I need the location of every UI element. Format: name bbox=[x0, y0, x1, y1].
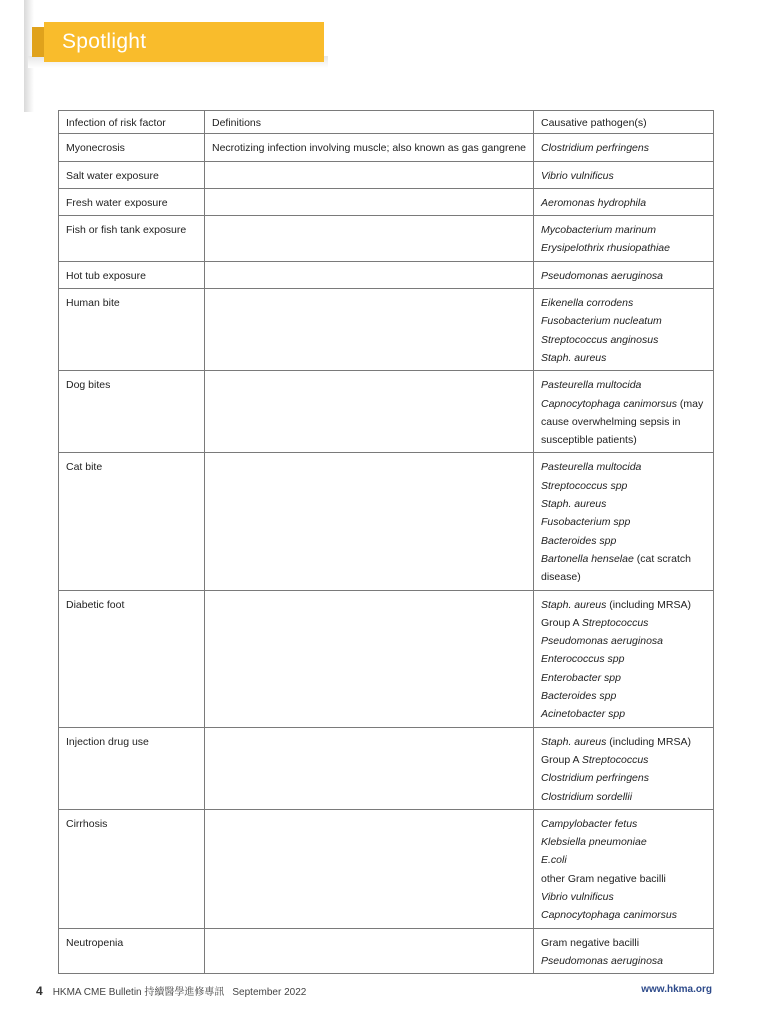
table-header-row bbox=[59, 111, 714, 134]
definition-cell bbox=[205, 161, 534, 188]
pathogen-line bbox=[541, 221, 706, 239]
table-row bbox=[59, 928, 714, 974]
pathogen-cell bbox=[534, 590, 714, 727]
risk-factor-cell: Cirrhosis bbox=[59, 809, 205, 928]
pathogen-name: Bartonella henselae bbox=[541, 552, 634, 565]
definition-cell bbox=[205, 261, 534, 288]
pathogen-cell bbox=[534, 161, 714, 188]
pathogen-name: Enterococcus spp bbox=[541, 653, 625, 666]
pathogen-note: susceptible patients) bbox=[541, 434, 637, 447]
pathogen-line bbox=[541, 833, 706, 851]
pathogen-note: Group A bbox=[541, 616, 582, 629]
pathogen-line bbox=[541, 139, 706, 157]
risk-factor-cell: Injection drug use bbox=[59, 727, 205, 809]
pathogen-name: Capnocytophaga canimorsus bbox=[541, 909, 677, 922]
table-row bbox=[59, 134, 714, 161]
risk-factor-cell: Salt water exposure bbox=[59, 161, 205, 188]
definition-cell bbox=[205, 453, 534, 590]
pathogen-line bbox=[541, 733, 706, 751]
pathogen-cell bbox=[534, 289, 714, 371]
pathogen-name: Capnocytophaga canimorsus bbox=[541, 397, 677, 410]
pathogen-line bbox=[541, 239, 706, 257]
pathogen-name: Streptococcus anginosus bbox=[541, 333, 659, 346]
table-row bbox=[59, 453, 714, 590]
pathogen-name: Acinetobacter spp bbox=[541, 708, 626, 721]
pathogen-name: Staph. aureus bbox=[541, 498, 607, 511]
pathogen-line bbox=[541, 167, 706, 185]
pathogen-line bbox=[541, 513, 706, 531]
pathogen-name: Clostridium perfringens bbox=[541, 142, 649, 155]
pathogen-name: Clostridium perfringens bbox=[541, 772, 649, 785]
pathogen-name: Streptococcus spp bbox=[541, 479, 628, 492]
pathogen-note: (including MRSA) bbox=[606, 598, 692, 611]
definition-cell bbox=[205, 809, 534, 928]
pathogen-line bbox=[541, 815, 706, 833]
pathogen-line bbox=[541, 550, 706, 568]
pathogen-cell bbox=[534, 453, 714, 590]
table-row bbox=[59, 261, 714, 288]
pathogen-line bbox=[541, 532, 706, 550]
banner-tab bbox=[32, 27, 44, 57]
pathogen-cell bbox=[534, 134, 714, 161]
pathogen-line bbox=[541, 632, 706, 650]
pathogen-note: Gram negative bacilli bbox=[541, 936, 640, 949]
pathogen-note: other Gram negative bacilli bbox=[541, 872, 666, 885]
pathogen-name: Pseudomonas aeruginosa bbox=[541, 269, 664, 282]
pathogen-note: (may bbox=[677, 397, 704, 410]
pathogen-name: Vibrio vulnificus bbox=[541, 890, 614, 903]
publication-name: HKMA CME Bulletin 持續醫學進修專訊 bbox=[52, 987, 225, 998]
table-row bbox=[59, 216, 714, 262]
pathogen-name: Erysipelothrix rhusiopathiae bbox=[541, 242, 670, 255]
pathogen-line bbox=[541, 669, 706, 687]
pathogen-note: Group A bbox=[541, 753, 582, 766]
definition-cell: Necrotizing infection involving muscle; also known as gas gangrene bbox=[205, 134, 534, 161]
pathogen-name: Mycobacterium marinum bbox=[541, 224, 656, 237]
pathogen-name: Streptococcus bbox=[581, 616, 649, 629]
pathogen-line bbox=[541, 331, 706, 349]
pathogen-line bbox=[541, 312, 706, 330]
pathogen-cell bbox=[534, 809, 714, 928]
pathogen-note: cause overwhelming sepsis in bbox=[541, 415, 681, 428]
pathogen-line bbox=[541, 650, 706, 668]
pathogen-note: (including MRSA) bbox=[606, 735, 692, 748]
header-infection-risk-factor: Infection of risk factor bbox=[59, 111, 205, 134]
section-title: Spotlight bbox=[62, 30, 147, 53]
pathogen-name: Bacteroides spp bbox=[541, 690, 617, 703]
pathogen-line bbox=[541, 687, 706, 705]
pathogen-line bbox=[541, 267, 706, 285]
risk-factor-cell: Hot tub exposure bbox=[59, 261, 205, 288]
pathogen-line bbox=[541, 788, 706, 806]
risk-factor-cell: Human bite bbox=[59, 289, 205, 371]
definition-cell bbox=[205, 928, 534, 974]
pathogen-name: Staph. aureus bbox=[541, 351, 607, 364]
pathogen-cell bbox=[534, 727, 714, 809]
pathogen-cell bbox=[534, 261, 714, 288]
table-row bbox=[59, 289, 714, 371]
risk-factor-cell: Neutropenia bbox=[59, 928, 205, 974]
definition-cell bbox=[205, 216, 534, 262]
table-row bbox=[59, 371, 714, 453]
pathogen-name: Pseudomonas aeruginosa bbox=[541, 635, 664, 648]
pathogen-note: disease) bbox=[541, 571, 581, 584]
pathogen-line bbox=[541, 431, 706, 449]
pathogen-name: Streptococcus bbox=[581, 753, 649, 766]
header-causative-pathogens: Causative pathogen(s) bbox=[534, 111, 714, 134]
pathogen-note: (cat scratch bbox=[633, 552, 692, 565]
pathogen-name: Eikenella corrodens bbox=[541, 297, 634, 310]
table-row bbox=[59, 161, 714, 188]
pathogen-name: Campylobacter fetus bbox=[541, 817, 638, 830]
issue-date: September 2022 bbox=[232, 987, 307, 998]
pathogen-line bbox=[541, 769, 706, 787]
definition-cell bbox=[205, 188, 534, 215]
pathogen-line bbox=[541, 413, 706, 431]
risk-factor-cell: Dog bites bbox=[59, 371, 205, 453]
pathogen-cell bbox=[534, 216, 714, 262]
table-body bbox=[59, 134, 714, 974]
pathogen-name: Enterobacter spp bbox=[541, 671, 621, 684]
website-link[interactable]: www.hkma.org bbox=[641, 984, 712, 995]
definition-cell bbox=[205, 590, 534, 727]
pathogen-line bbox=[541, 705, 706, 723]
pathogen-line bbox=[541, 458, 706, 476]
definition-cell bbox=[205, 727, 534, 809]
risk-factor-cell: Cat bite bbox=[59, 453, 205, 590]
pathogen-line bbox=[541, 596, 706, 614]
pathogen-name: Staph. aureus bbox=[541, 735, 607, 748]
pathogen-line bbox=[541, 395, 706, 413]
pathogen-line bbox=[541, 952, 706, 970]
pathogen-cell bbox=[534, 928, 714, 974]
pathogen-name: Pasteurella multocida bbox=[541, 461, 642, 474]
risk-factor-cell: Fish or fish tank exposure bbox=[59, 216, 205, 262]
pathogen-table bbox=[58, 110, 714, 974]
pathogen-name: Vibrio vulnificus bbox=[541, 169, 614, 182]
pathogen-cell bbox=[534, 371, 714, 453]
header-definitions: Definitions bbox=[205, 111, 534, 134]
risk-factor-cell: Myonecrosis bbox=[59, 134, 205, 161]
pathogen-name: Aeromonas hydrophila bbox=[541, 196, 647, 209]
table-row bbox=[59, 809, 714, 928]
pathogen-name: Pseudomonas aeruginosa bbox=[541, 954, 664, 967]
risk-factor-cell: Fresh water exposure bbox=[59, 188, 205, 215]
pathogen-name: Fusobacterium nucleatum bbox=[541, 315, 662, 328]
pathogen-name: Clostridium sordellii bbox=[541, 790, 633, 803]
pathogen-line bbox=[541, 294, 706, 312]
pathogen-line bbox=[541, 751, 706, 769]
pathogen-name: Bacteroides spp bbox=[541, 534, 617, 547]
table-row bbox=[59, 188, 714, 215]
page-number: 4 bbox=[36, 984, 43, 998]
pathogen-name: Fusobacterium spp bbox=[541, 516, 631, 529]
pathogen-line bbox=[541, 568, 706, 586]
definition-cell bbox=[205, 289, 534, 371]
pathogen-line bbox=[541, 376, 706, 394]
pathogen-name: Klebsiella pneumoniae bbox=[541, 836, 647, 849]
footer bbox=[36, 983, 306, 998]
pathogen-line bbox=[541, 906, 706, 924]
table-row bbox=[59, 590, 714, 727]
pathogen-line bbox=[541, 870, 706, 888]
table-row bbox=[59, 727, 714, 809]
pathogen-cell bbox=[534, 188, 714, 215]
definition-cell bbox=[205, 371, 534, 453]
pathogen-name: Pasteurella multocida bbox=[541, 379, 642, 392]
pathogen-line bbox=[541, 934, 706, 952]
pathogen-line bbox=[541, 194, 706, 212]
pathogen-line bbox=[541, 851, 706, 869]
risk-factor-cell: Diabetic foot bbox=[59, 590, 205, 727]
pathogen-name: Staph. aureus bbox=[541, 598, 607, 611]
pathogen-line bbox=[541, 888, 706, 906]
pathogen-line bbox=[541, 477, 706, 495]
pathogen-line bbox=[541, 614, 706, 632]
pathogen-name: E.coli bbox=[541, 854, 567, 867]
pathogen-line bbox=[541, 349, 706, 367]
pathogen-line bbox=[541, 495, 706, 513]
